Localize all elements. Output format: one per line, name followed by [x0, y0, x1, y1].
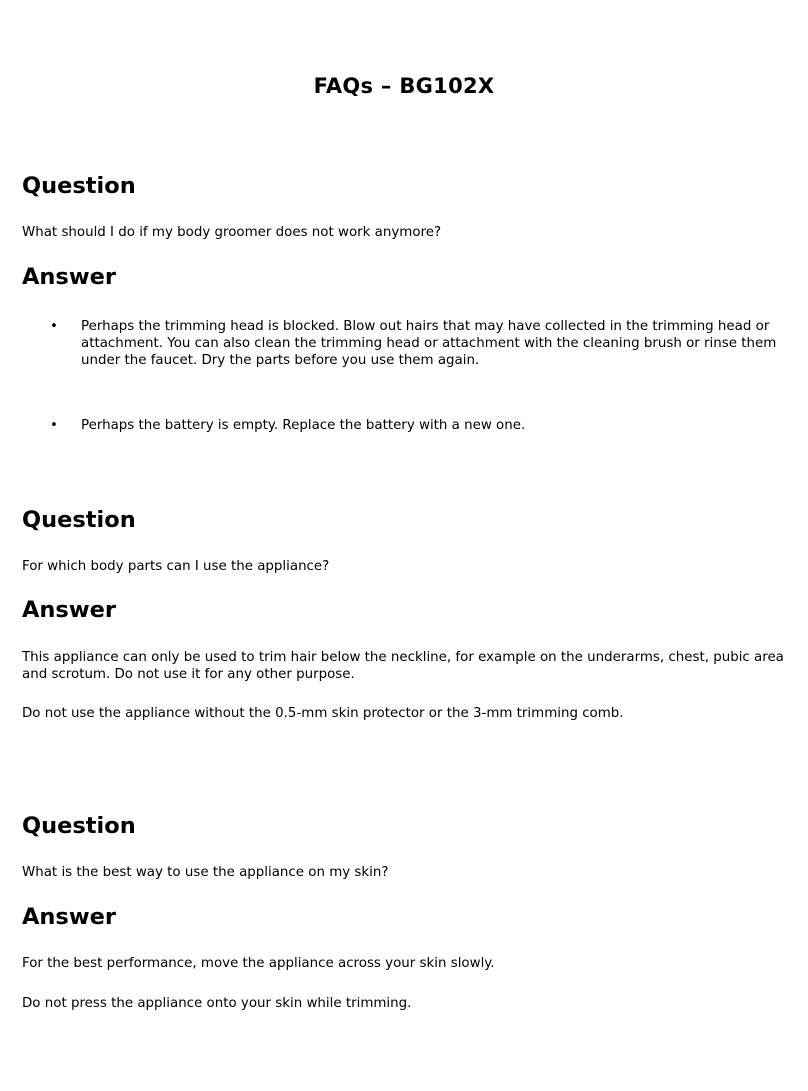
faq-1-bullet-text: Perhaps the battery is empty. Replace the battery with a new one.	[81, 418, 526, 433]
page-title: FAQs – BG102X	[313, 74, 495, 98]
faq-3-answer-paragraph: For the best performance, move the appliance across your skin slowly.	[22, 956, 495, 971]
bullet-icon: •	[50, 418, 58, 433]
faq-1-answer-heading: Answer	[22, 264, 116, 290]
faq-2-question-heading: Question	[22, 507, 136, 533]
faq-3-question-text: What is the best way to use the appliance on my skin?	[22, 865, 389, 880]
faq-1-question-text: What should I do if my body groomer does not work anymore?	[22, 225, 442, 240]
faq-2-answer-heading: Answer	[22, 597, 116, 623]
faq-1-question-heading: Question	[22, 173, 136, 199]
bullet-icon: •	[50, 319, 58, 334]
faq-3-answer-heading: Answer	[22, 904, 116, 930]
faq-3-question-heading: Question	[22, 813, 136, 839]
faq-3-answer-paragraph: Do not press the appliance onto your skin while trimming.	[22, 996, 412, 1011]
faq-2-answer-paragraph: This appliance can only be used to trim hair below the neckline, for example on the underarms, chest, pubic area and scrotum. Do not use it for any other purpose.	[22, 650, 784, 682]
faq-2-answer-paragraph: Do not use the appliance without the 0.5-mm skin protector or the 3-mm trimming comb.	[22, 706, 624, 721]
faq-1-bullet-text: Perhaps the trimming head is blocked. Blow out hairs that may have collected in the trimming head or attachment. You can also clean the trimming head or attachment with the cleaning brush or rinse them under the faucet. Dry the parts before you use them again.	[81, 319, 777, 368]
faq-2-question-text: For which body parts can I use the appliance?	[22, 559, 330, 574]
